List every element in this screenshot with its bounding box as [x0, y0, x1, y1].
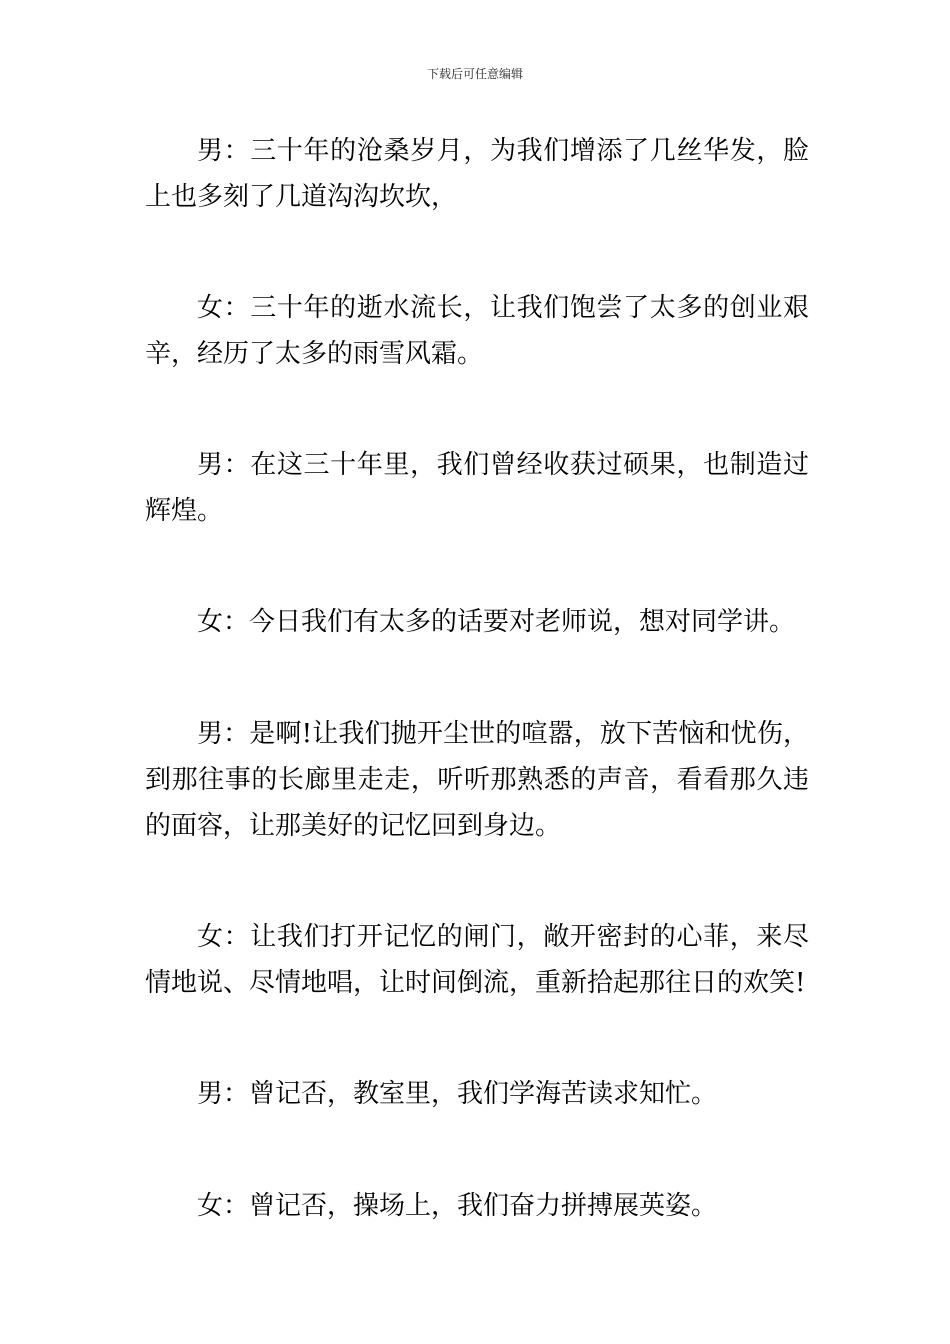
page-header: 下载后可任意编辑 [426, 67, 523, 81]
paragraph-8: 女：曾记否，操场上，我们奋力拼搏展英姿。 [197, 1191, 718, 1221]
document-body [145, 128, 809, 1295]
paragraph-7: 男：曾记否，教室里，我们学海苦读求知忙。 [197, 1079, 718, 1109]
paragraph-6: 女：让我们打开记忆的闸门，敞开密封的心菲，来尽情地说、尽情地唱，让时间倒流，重新拾起那往日的欢笑! [145, 922, 809, 998]
paragraph-2: 女：三十年的逝水流长，让我们饱尝了太多的创业艰辛，经历了太多的雨雪风霜。 [145, 293, 809, 369]
paragraph-5: 男：是啊!让我们抛开尘世的喧嚣，放下苦恼和忧伤，到那往事的长廊里走走，听听那熟悉的声音，看看那久违的面容，让那美好的记忆回到身边。 [145, 719, 809, 841]
paragraph-4: 女：今日我们有太多的话要对老师说，想对同学讲。 [197, 607, 796, 637]
paragraph-1: 男：三十年的沧桑岁月，为我们增添了几丝华发，脸上也多刻了几道沟沟坎坎， [145, 136, 809, 212]
paragraph-3: 男：在这三十年里，我们曾经收获过硕果，也制造过辉煌。 [145, 450, 809, 526]
